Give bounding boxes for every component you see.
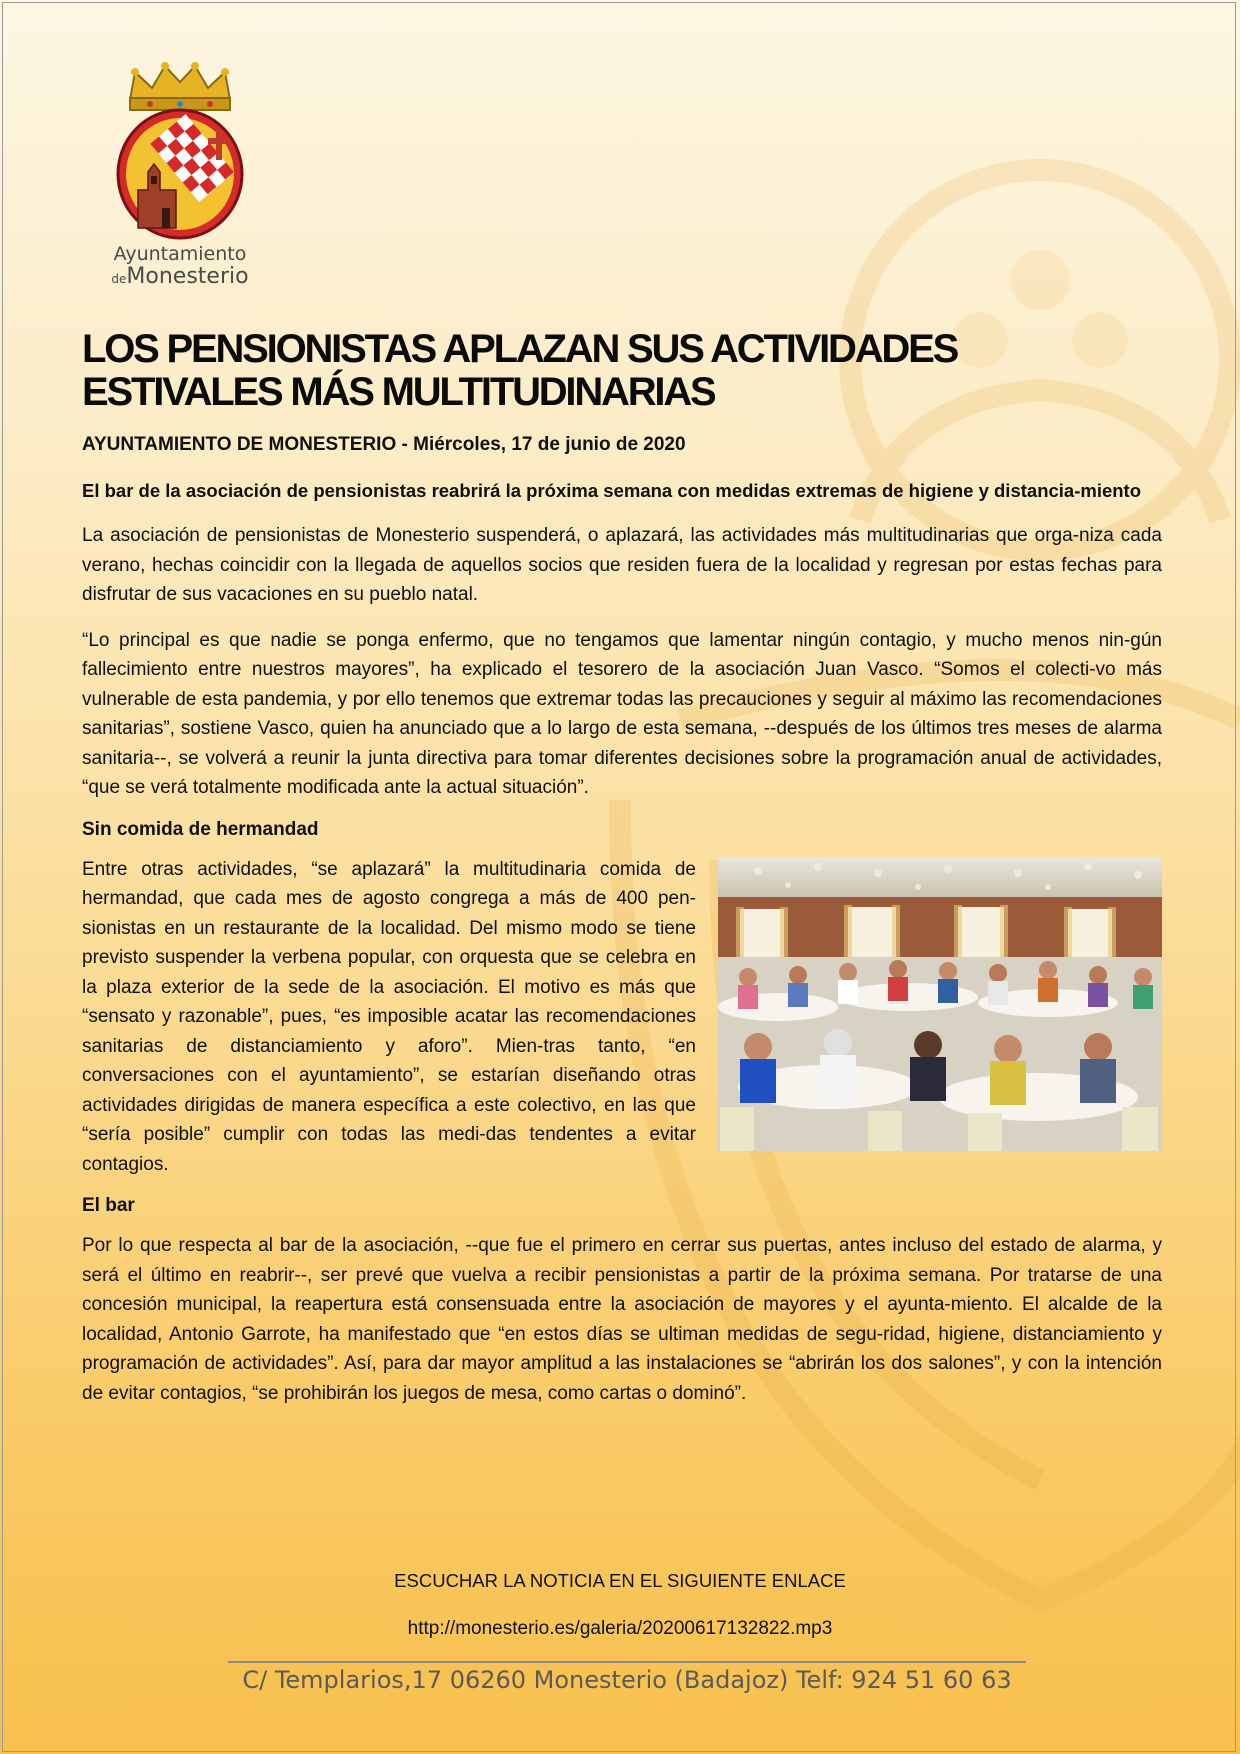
- banquet-photo-image: [718, 857, 1162, 1151]
- section-with-photo: [82, 855, 1162, 1196]
- article-lead: El bar de la asociación de pensionistas reabrirá la próxima semana con medidas extremas de higiene y distancia-miento: [82, 480, 1142, 501]
- logo-wordmark: [100, 245, 260, 288]
- logo-line-2-prefix: de: [111, 271, 127, 286]
- article-byline: AYUNTAMIENTO DE MONESTERIO - Miércoles, 17 de junio de 2020: [82, 434, 686, 455]
- listen-label: ESCUCHAR LA NOTICIA EN EL SIGUIENTE ENLACE: [394, 1570, 846, 1591]
- audio-link[interactable]: http://monesterio.es/galeria/20200617132822.mp3: [407, 1618, 833, 1639]
- coat-of-arms-icon: [110, 60, 250, 240]
- logo-line-2-town: Monesterio: [126, 263, 249, 289]
- footer-address: C/ Templarios,17 06260 Monesterio (Badajoz) Telf: 924 51 60 63: [242, 1666, 1012, 1694]
- footer: [0, 1570, 1240, 1640]
- ayuntamiento-logo: [100, 60, 260, 288]
- paragraph-1: La asociación de pensionistas de Monesterio suspenderá, o aplazará, las actividades más multitudinarias que orga-niza cada verano, hechas coincidir con la llegada de aquellos socios que residen fuera de la localidad y regresan por estas fechas para disfrutar de sus vacaciones en su pueblo natal.: [82, 525, 1162, 605]
- logo-line-2: [100, 265, 260, 288]
- footer-divider: [228, 1661, 1026, 1663]
- logo-line-1: Ayuntamiento: [113, 243, 247, 265]
- subheading-sin-comida: Sin comida de hermandad: [82, 818, 319, 840]
- paragraph-3: Entre otras actividades, “se aplazará” la multitudinaria comida de hermandad, que cada mes de agosto congrega a más de 400 pen-sionistas en un restaurante de la localidad. Del mismo modo se tiene previsto suspender la verbena popular, con orquesta que se celebra en la plaza exterior de la sede de la asociación. El motivo es más que “sensato y razonable”, pues, “es imposible acatar las recomendaciones sanitarias de distanciamiento y aforo”. Mien-tras tanto, “en conversaciones con el ayuntamiento”, se estarían diseñando otras actividades dirigidas de manera específica a este colectivo, en las que “sería posible” cumplir con todas las medi-das tendentes a evitar contagios.: [82, 858, 696, 1175]
- paragraph-4: Por lo que respecta al bar de la asociación, --que fue el primero en cerrar sus puertas, antes incluso del estado de alarma, y será el último en reabrir--, ser prevé que vuelva a recibir pensionistas a partir de la próxima semana. Por tratarse de una concesión municipal, la reapertura está consensuada entre la asociación de mayores y el ayunta-miento. El alcalde de la localidad, Antonio Garrote, ha manifestado que “en estos días se ultiman medidas de segu-ridad, higiene, distanciamiento y programación de actividades”. Así, para dar mayor amplitud a las instalaciones se “abrirán los dos salones”, y con la intención de evitar contagios, “se prohibirán los juegos de mesa, como cartas o dominó”.: [82, 1235, 1162, 1404]
- article-title: LOS PENSIONISTAS APLAZAN SUS ACTIVIDADES ESTIVALES MÁS MULTITUDINARIAS: [82, 327, 958, 414]
- banquet-photo: [718, 857, 1162, 1151]
- subheading-el-bar: El bar: [82, 1195, 135, 1216]
- article: [82, 328, 1162, 1424]
- paragraph-2: “Lo principal es que nadie se ponga enfermo, que no tengamos que lamentar ningún contagio, y mucho menos nin-gún fallecimiento entre nuestros mayores”, ha explicado el tesorero de la asociación Juan Vasco. “Somos el colecti-vo más vulnerable de esta pandemia, y por ello tenemos que extremar todas las precauciones y seguir al máximo las recomendaciones sanitarias”, sostiene Vasco, quien ha anunciado que a lo largo de esta semana, --después de los últimos tres meses de alarma sanitaria--, se volverá a reunir la junta directiva para tomar diferentes decisiones sobre la programación anual de actividades, “que se verá totalmente modificada ante la actual situación”.: [82, 629, 1162, 798]
